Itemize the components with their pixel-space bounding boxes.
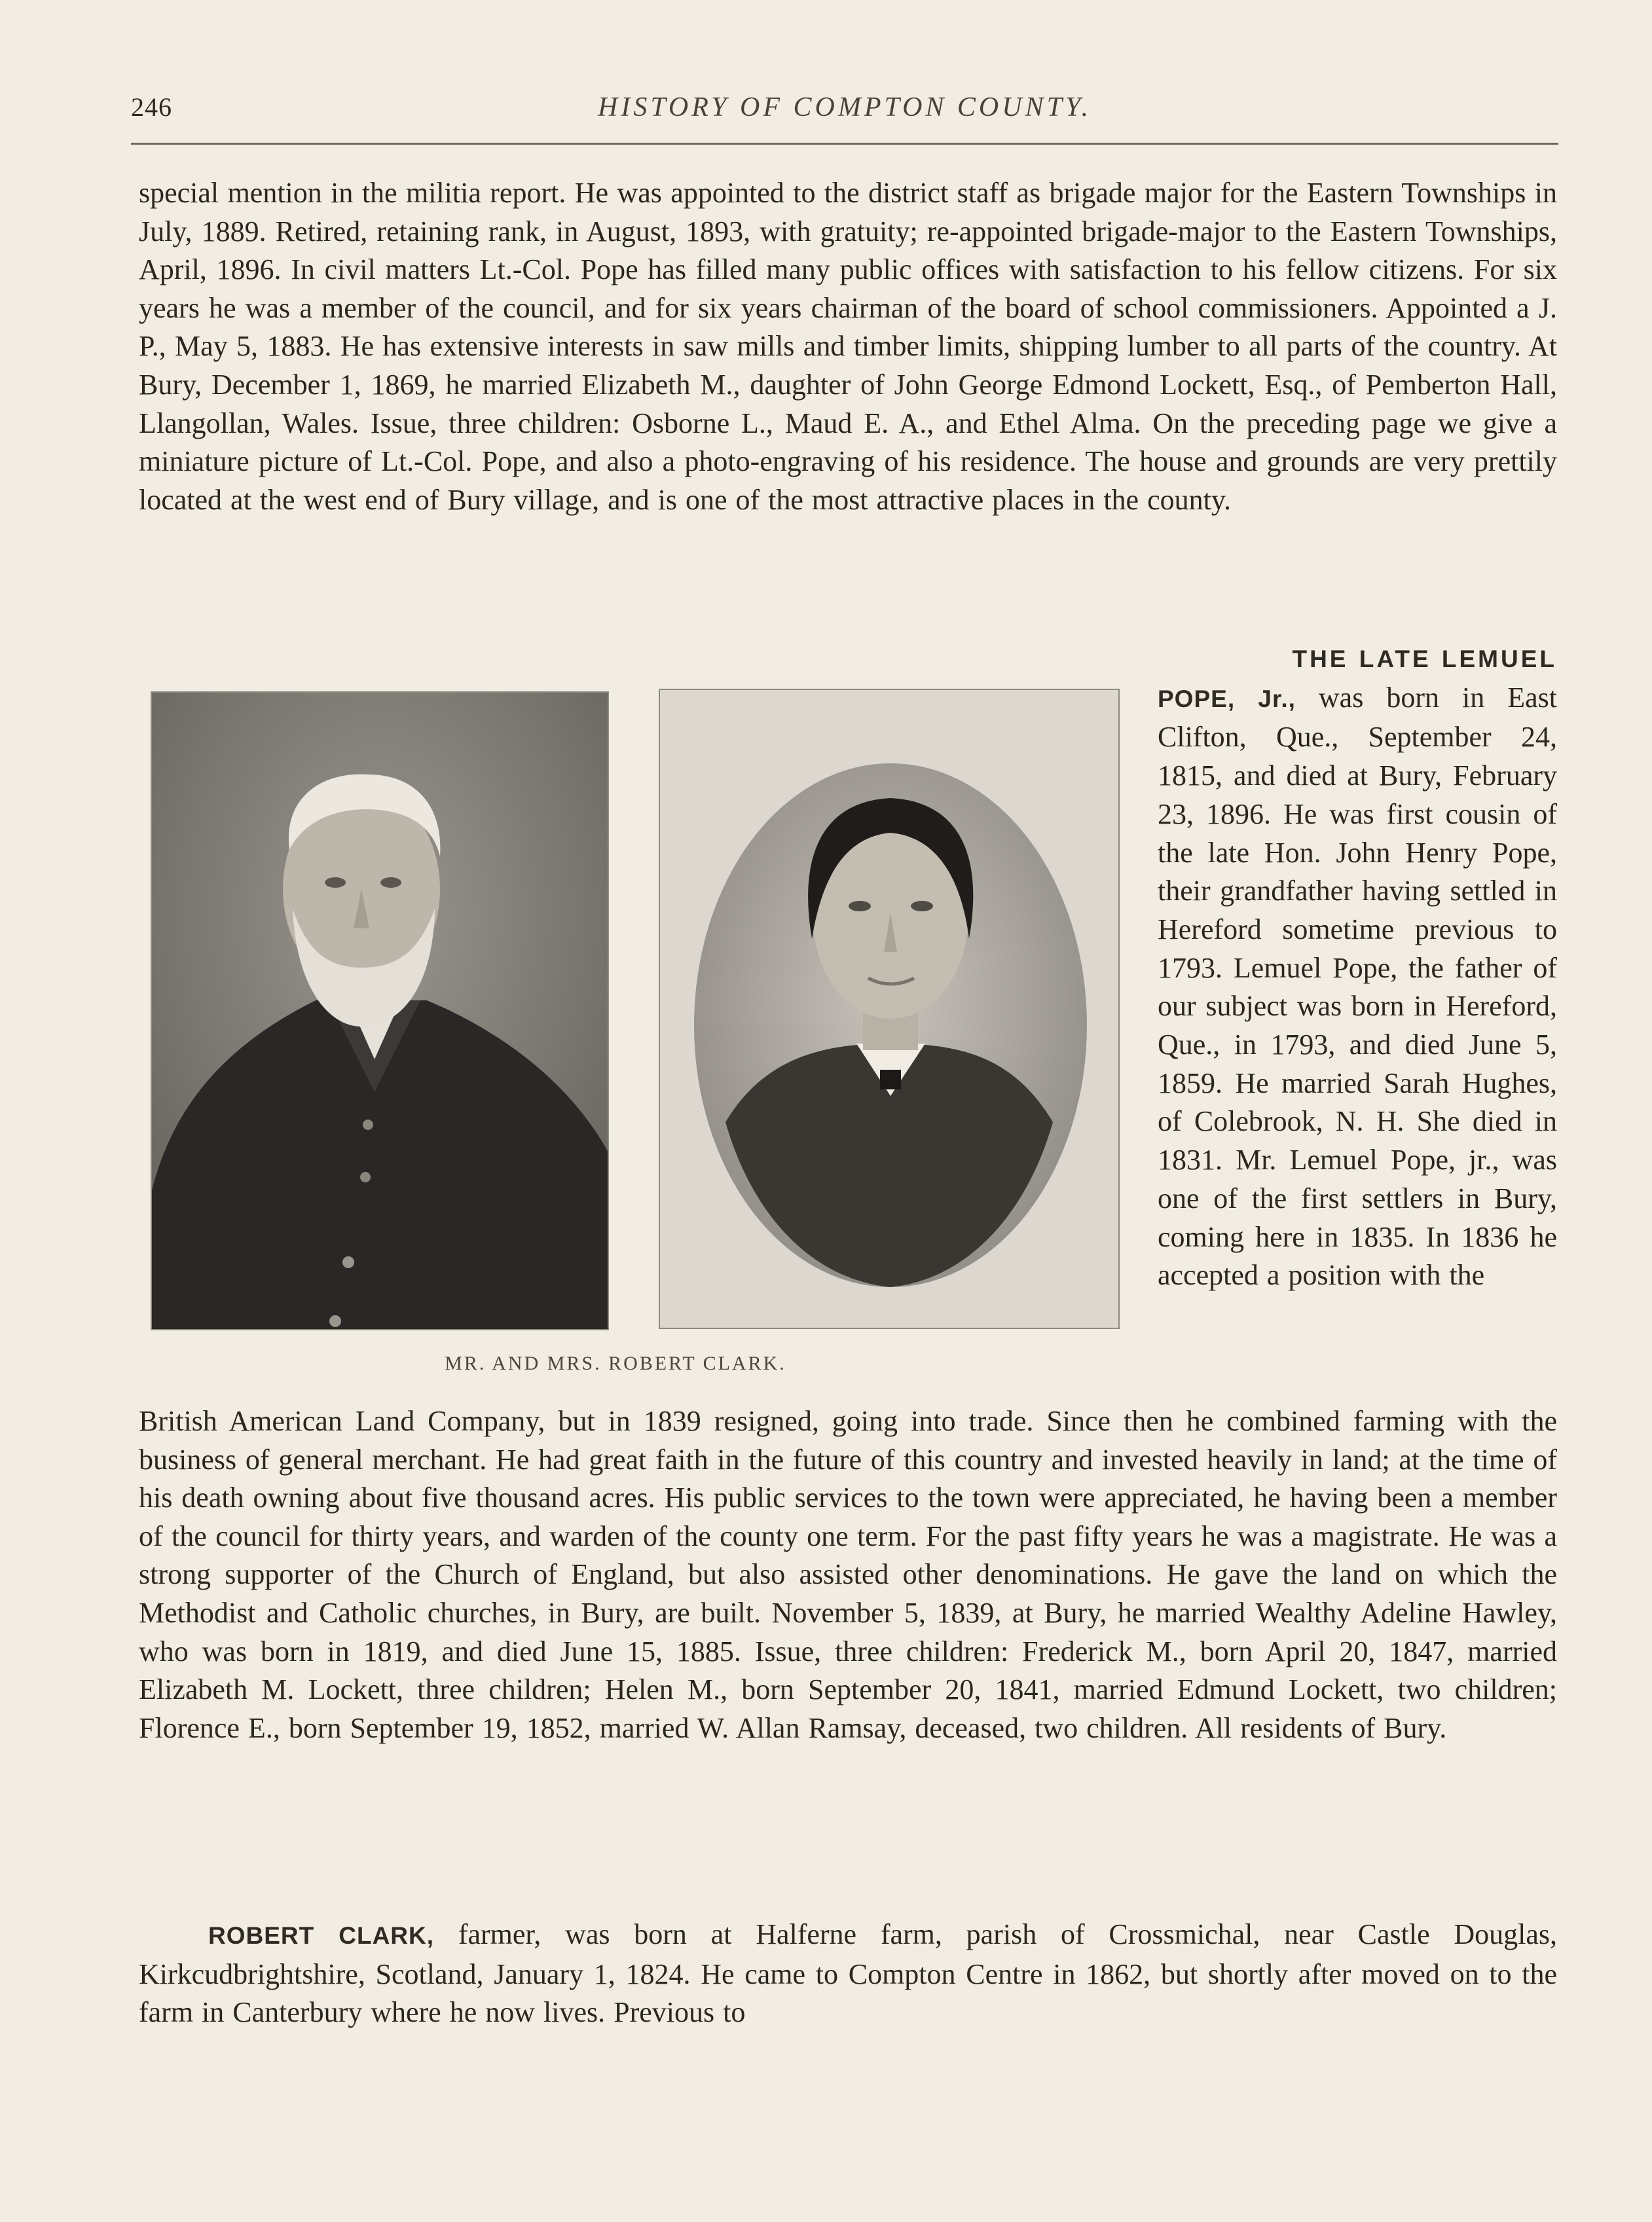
robert-clark-name: ROBERT CLARK,	[208, 1922, 435, 1949]
lemuel-heading-line1: THE LATE LEMUEL	[1292, 646, 1557, 672]
photo-caption: MR. AND MRS. ROBERT CLARK.	[445, 1353, 786, 1374]
paragraph-text: special mention in the militia report. He was appointed to the district staff as brigade major for the Eastern Townships in July, 1889. Retired, retaining rank, in August, 1893, with gratuity; re-appointed brigade-major to the Eastern Townships, April, 1896. In civil matters Lt.-Col. Pope has filled many public offices with satisfaction to his fellow citizens. For six years he was a member of the council, and for six years chairman of the board of school commissioners. Appointed a J. P., May 5, 1883. He has extensive interests in saw mills and timber limits, shipping lumber to all parts of the country. At Bury, December 1, 1869, he married Elizabeth M., daughter of John George Edmond Lockett, Esq., of Pemberton Hall, Llangollan, Wales. Issue, three children: Osborne L., Maud E. A., and Ethel Alma. On the preceding page we give a miniature picture of Lt.-Col. Pope, and also a photo-engraving of his residence. The house and grounds are very prettily located at the west end of Bury village, and is one of the most attractive places in the county.	[139, 177, 1557, 516]
paragraph-pope-militia	[139, 174, 1557, 519]
lemuel-side-text: was born in East Clifton, Que., September 24, 1815, and died at Bury, February 23, 1896. He was first cousin of the late Hon. John Henry Pope, their grandfather having settled in Hereford sometime previous to 1793. Lemuel Pope, the father of our subject was born in Hereford, Que., in 1793, and died June 5, 1859. He married Sarah Hughes, of Colebrook, N. H. She died in 1831. Mr. Lemuel Pope, jr., was one of the first settlers in Bury, coming here in 1835. In 1836 he accepted a position with the	[1158, 681, 1558, 1292]
lemuel-pope-side-column	[1158, 639, 1557, 1295]
page-number: 246	[131, 92, 172, 122]
paragraph-text: British American Land Company, but in 1839 resigned, going into trade. Since then he combined farming with the business of general merchant. He had great faith in the future of this country and invested heavily in land; at the time of his death owning about five thousand acres. His public services to the town were appreciated, he having been a member of the council for thirty years, and warden of the county one term. For the past fifty years he was a magistrate. He was a strong supporter of the Church of England, but also assisted other denominations. He gave the land on which the Methodist and Catholic churches, in Bury, are built. November 5, 1839, at Bury, he married Wealthy Adeline Hawley, who was born in 1819, and died June 15, 1885. Issue, three children: Frederick M., born April 20, 1847, married Elizabeth M. Lockett, three children; Helen M., born September 20, 1841, married Edmund Lockett, two children; Florence E., born September 19, 1852, married W. Allan Ramsay, deceased, two children. All residents of Bury.	[139, 1405, 1557, 1744]
running-head	[131, 92, 1558, 131]
lemuel-heading-line2: POPE, Jr.,	[1158, 685, 1296, 712]
robert-clark-text: farmer, was born at Halferne farm, parish of Crossmichal, near Castle Douglas, Kirkcudbrightshire, Scotland, January 1, 1824. He came to Compton Centre in 1862, but shortly after moved on to the farm in Canterbury where he now lives. Previous to	[139, 1918, 1558, 2029]
paragraph-robert-clark	[139, 1916, 1557, 2032]
portrait-mrs-clark	[659, 689, 1120, 1329]
running-title: HISTORY OF COMPTON COUNTY.	[598, 92, 1092, 122]
paragraph-text	[139, 1916, 1557, 2032]
lemuel-intro	[1158, 679, 1557, 1295]
lemuel-heading	[1158, 639, 1557, 679]
header-rule	[131, 143, 1558, 145]
portrait-mr-clark	[151, 691, 609, 1330]
paragraph-lemuel-continued	[139, 1402, 1557, 1747]
